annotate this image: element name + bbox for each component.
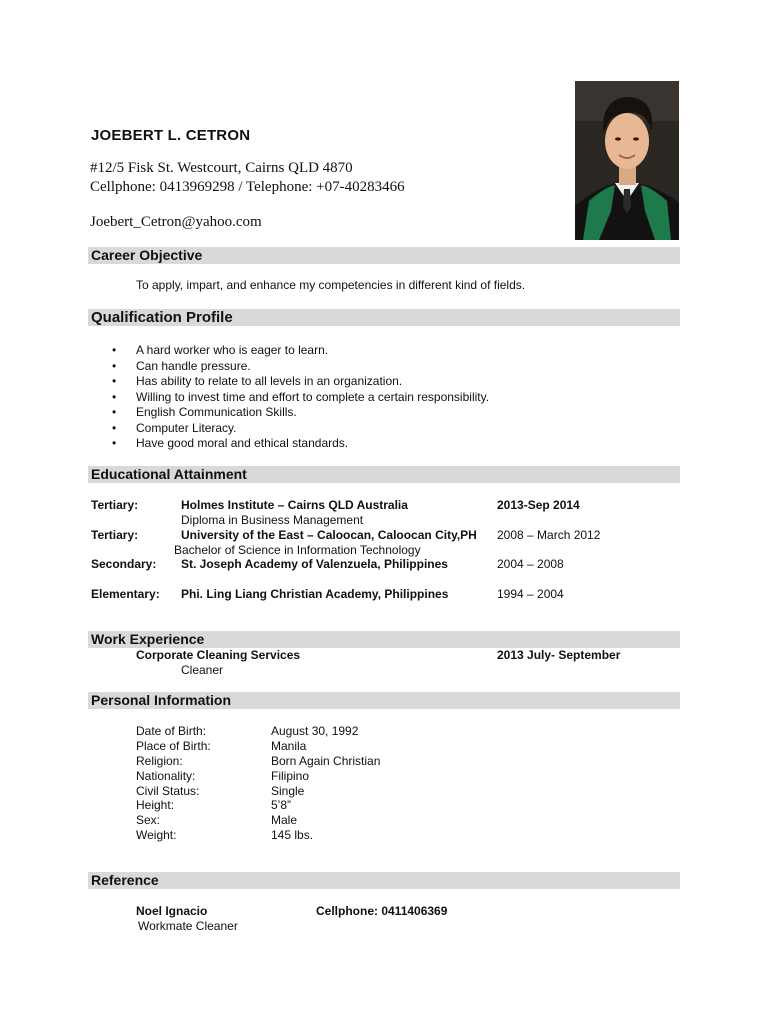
bullet-icon: • xyxy=(112,420,117,435)
personal-label: Date of Birth: xyxy=(136,724,207,738)
list-item xyxy=(112,405,489,421)
list-item-text: Has ability to relate to all levels in an organization. xyxy=(136,374,403,388)
email: Joebert_Cetron@yahoo.com xyxy=(90,214,262,230)
education-school: University of the East – Caloocan, Caloocan City,PH xyxy=(181,528,477,542)
section-title: Qualification Profile xyxy=(91,309,233,326)
bullet-icon: • xyxy=(112,358,117,373)
section-title: Career Objective xyxy=(91,247,203,263)
list-item-text: English Communication Skills. xyxy=(136,405,297,419)
work-company: Corporate Cleaning Services xyxy=(136,648,301,662)
education-level: Elementary: xyxy=(91,587,160,601)
personal-value: 145 lbs. xyxy=(271,828,314,842)
list-item xyxy=(112,343,489,359)
personal-value: Single xyxy=(271,784,305,798)
education-date: 2013-Sep 2014 xyxy=(497,498,580,512)
reference-role: Workmate Cleaner xyxy=(138,919,238,933)
bullet-icon: • xyxy=(112,436,117,450)
personal-value: Born Again Christian xyxy=(271,754,381,768)
education-level: Tertiary: xyxy=(91,498,139,512)
personal-value: 5’8” xyxy=(271,798,292,812)
section-title: Personal Information xyxy=(91,692,232,708)
education-date: 2004 – 2008 xyxy=(497,557,564,571)
list-item-text: Computer Literacy. xyxy=(136,420,237,435)
bullet-icon: • xyxy=(112,343,117,357)
education-date: 1994 – 2004 xyxy=(497,587,564,601)
bullet-icon: • xyxy=(112,405,117,419)
section-title: Educational Attainment xyxy=(91,466,247,482)
work-date: 2013 July- September xyxy=(497,648,621,662)
personal-label: Nationality: xyxy=(136,769,196,783)
personal-label: Sex: xyxy=(136,813,161,827)
work-role: Cleaner xyxy=(181,663,224,677)
bullet-icon: • xyxy=(112,389,117,404)
personal-label: Civil Status: xyxy=(136,784,200,798)
personal-value: Male xyxy=(271,813,298,827)
list-item xyxy=(112,359,489,375)
section-header-work-experience xyxy=(88,631,680,648)
education-date: 2008 – March 2012 xyxy=(497,528,601,542)
personal-label: Height: xyxy=(136,798,175,812)
list-item-text: Willing to invest time and effort to complete a certain responsibility. xyxy=(136,389,490,404)
section-header-personal-information xyxy=(88,692,680,709)
personal-label: Weight: xyxy=(136,828,177,842)
education-level: Secondary: xyxy=(91,557,157,571)
personal-label: Place of Birth: xyxy=(136,739,211,753)
phone-numbers: Cellphone: 0413969298 / Telephone: +07-40283466 xyxy=(90,179,405,195)
personal-value: Filipino xyxy=(271,769,310,783)
education-course: Diploma in Business Management xyxy=(181,513,364,527)
applicant-photo xyxy=(575,81,679,240)
career-objective-text: To apply, impart, and enhance my competencies in different kind of fields. xyxy=(136,278,526,292)
section-header-career-objective xyxy=(88,247,680,264)
qualification-list xyxy=(112,343,489,452)
education-school: Holmes Institute – Cairns QLD Australia xyxy=(181,498,408,512)
address: #12/5 Fisk St. Westcourt, Cairns QLD 4870 xyxy=(90,160,353,176)
section-header-educational-attainment xyxy=(88,466,680,483)
list-item xyxy=(112,390,489,406)
education-course: Bachelor of Science in Information Technology xyxy=(174,543,421,557)
bullet-icon: • xyxy=(112,374,117,388)
education-school: Phi. Ling Liang Christian Academy, Philippines xyxy=(181,587,449,601)
reference-name: Noel Ignacio xyxy=(136,904,208,918)
applicant-name: JOEBERT L. CETRON xyxy=(91,127,251,144)
list-item xyxy=(112,436,489,452)
list-item-text: Have good moral and ethical standards. xyxy=(136,436,349,450)
personal-label: Religion: xyxy=(136,754,183,768)
personal-value: Manila xyxy=(271,739,307,753)
education-school: St. Joseph Academy of Valenzuela, Philippines xyxy=(181,557,448,571)
list-item-text: Can handle pressure. xyxy=(136,358,251,373)
section-header-reference xyxy=(88,872,680,889)
section-title: Work Experience xyxy=(91,631,205,647)
education-level: Tertiary: xyxy=(91,528,139,542)
section-title: Reference xyxy=(91,872,159,888)
list-item-text: A hard worker who is eager to learn. xyxy=(136,343,329,357)
list-item xyxy=(112,421,489,437)
section-header-qualification-profile xyxy=(88,309,680,326)
personal-value: August 30, 1992 xyxy=(271,724,359,738)
list-item xyxy=(112,374,489,390)
reference-phone: Cellphone: 0411406369 xyxy=(316,904,448,918)
